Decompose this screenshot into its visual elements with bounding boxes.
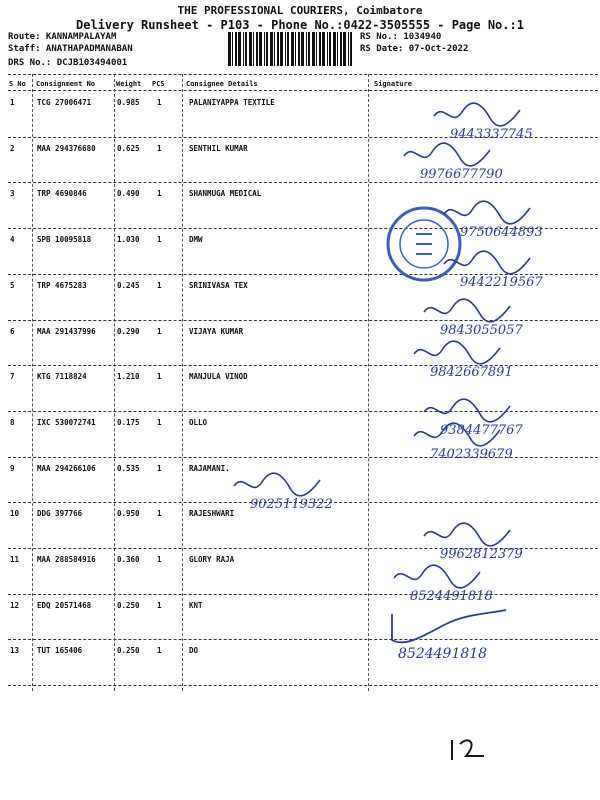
row-consignment-no: EDQ 20571468 (37, 600, 92, 610)
handwritten-signature (440, 248, 600, 296)
header-divider (8, 74, 598, 75)
handwritten-signature (410, 420, 600, 468)
handwritten-phone-note: 9976677790 (420, 167, 503, 182)
row-sno: 12 (10, 600, 20, 610)
row-consignee: SRINIVASA TEX (189, 280, 248, 290)
row-consignment-no: MAA 288584916 (37, 555, 96, 564)
handwritten-phone-note: 9842667891 (430, 365, 513, 380)
row-consignment-no: IXC 530072741 (37, 417, 96, 427)
row-weight: 0.535 (117, 463, 140, 473)
handwritten-signature (230, 470, 455, 518)
row-consignee: PALANIYAPPA TEXTILE (189, 98, 275, 107)
handwritten-phone-note: 9843055057 (440, 323, 523, 338)
row-consignee: SHANMUGA MEDICAL (189, 189, 262, 199)
company-title: THE PROFESSIONAL COURIERS, Coimbatore (177, 4, 423, 17)
handwritten-signature (390, 562, 600, 610)
staff-label: Staff: ANATHAPADMANABAN (8, 44, 133, 54)
row-weight: 0.250 (117, 646, 140, 656)
handwritten-signature (386, 604, 536, 664)
row-sno: 1 (10, 98, 15, 107)
handwritten-signature (400, 140, 600, 188)
handwritten-signature (440, 198, 600, 246)
row-consignee: DMW (189, 235, 203, 245)
row-sno: 11 (10, 555, 20, 564)
col-header-sno: S No (9, 80, 26, 88)
row-pcs: 1 (157, 372, 162, 382)
column-header-divider (8, 90, 598, 91)
row-weight: 0.250 (117, 600, 140, 610)
row-pcs: 1 (157, 463, 162, 473)
handwritten-phone-note: 9962812379 (440, 547, 523, 562)
row-consignment-no: TUT 165406 (37, 646, 83, 656)
row-consignment-no: DDG 397766 (37, 509, 83, 519)
row-sno: 7 (10, 372, 15, 382)
handwritten-phone-note: 9750644893 (460, 225, 543, 240)
runsheet-title: Delivery Runsheet - P103 - Phone No.:0422-3505555 - Page No.:1 (76, 18, 524, 32)
row-consignment-no: TRP 4675283 (37, 280, 87, 290)
row-pcs: 1 (157, 326, 162, 336)
col-header-pcs: PCS (152, 80, 165, 88)
handwritten-signature (420, 296, 600, 344)
col-header-weight: Weight (116, 80, 142, 88)
row-sno: 13 (10, 646, 20, 656)
row-divider (8, 685, 598, 686)
row-consignee: VIJAYA KUMAR (189, 326, 244, 336)
handwritten-phone-note: 8524491818 (398, 646, 488, 662)
row-pcs: 1 (157, 646, 162, 656)
row-consignee: KNT (189, 600, 203, 610)
row-pcs: 1 (157, 235, 162, 245)
row-pcs: 1 (157, 280, 162, 290)
handwritten-signature (410, 338, 600, 386)
row-consignee: RAJESHWARI (189, 509, 235, 519)
row-sno: 2 (10, 143, 15, 153)
row-sno: 9 (10, 463, 15, 473)
row-weight: 1.030 (117, 235, 140, 245)
barcode-image (228, 32, 354, 66)
row-weight: 0.290 (117, 326, 140, 336)
row-consignment-no: TCG 27006471 (37, 98, 92, 107)
row-weight: 0.985 (117, 98, 140, 107)
rs-number: RS No.: 1034940 (360, 32, 442, 42)
row-consignment-no: MAA 294376680 (37, 143, 96, 153)
col-header-consignment: Consignment No (36, 80, 96, 88)
row-weight: 0.175 (117, 417, 140, 427)
row-sno: 3 (10, 189, 15, 199)
row-consignee: RAJAMANI. (189, 463, 230, 473)
row-weight: 0.245 (117, 280, 140, 290)
handwritten-page-number (444, 734, 494, 764)
row-sno: 4 (10, 235, 15, 245)
row-pcs: 1 (157, 143, 162, 153)
row-weight: 0.950 (117, 509, 140, 519)
row-consignment-no: SPB 10095818 (37, 235, 92, 245)
column-divider (368, 74, 369, 691)
column-divider (182, 74, 183, 691)
row-weight: 1.210 (117, 372, 140, 382)
row-pcs: 1 (157, 509, 162, 519)
row-weight: 0.625 (117, 143, 140, 153)
col-header-signature: Signature (374, 80, 412, 88)
row-sno: 10 (10, 509, 20, 519)
row-pcs: 1 (157, 189, 162, 199)
row-weight: 0.360 (117, 555, 140, 564)
row-consignee: OLLO (189, 417, 208, 427)
row-consignment-no: MAA 291437996 (37, 326, 96, 336)
handwritten-phone-note: 9025119322 (250, 497, 333, 512)
row-pcs: 1 (157, 98, 162, 107)
row-consignment-no: KTG 7118824 (37, 372, 87, 382)
column-divider (32, 74, 33, 691)
handwritten-phone-note: 9443337745 (450, 127, 533, 142)
row-sno: 6 (10, 326, 15, 336)
row-consignee: MANJULA VINOD (189, 372, 248, 382)
handwritten-phone-note: 9384477767 (440, 423, 523, 438)
row-sno: 5 (10, 280, 15, 290)
handwritten-phone-note: 8524491818 (410, 589, 493, 604)
handwritten-phone-note: 7402339679 (430, 447, 513, 462)
row-consignee: GLORY RAJA (189, 555, 235, 564)
row-consignee: DO (189, 646, 199, 656)
column-divider (114, 74, 115, 691)
col-header-consignee: Consignee Details (186, 80, 258, 88)
row-pcs: 1 (157, 417, 162, 427)
rs-date: RS Date: 07-Oct-2022 (360, 44, 469, 54)
route-label: Route: KANNAMPALAYAM (8, 32, 117, 42)
row-pcs: 1 (157, 600, 162, 610)
row-sno: 8 (10, 417, 15, 427)
row-consignee: SENTHIL KUMAR (189, 143, 248, 153)
row-pcs: 1 (157, 555, 162, 564)
row-consignment-no: MAA 294266106 (37, 463, 96, 473)
handwritten-signature (420, 520, 600, 568)
row-weight: 0.490 (117, 189, 140, 199)
row-consignment-no: TRP 4690846 (37, 189, 87, 199)
handwritten-phone-note: 9442219567 (460, 275, 543, 290)
drs-number: DRS No.: DCJB103494001 (8, 58, 128, 68)
